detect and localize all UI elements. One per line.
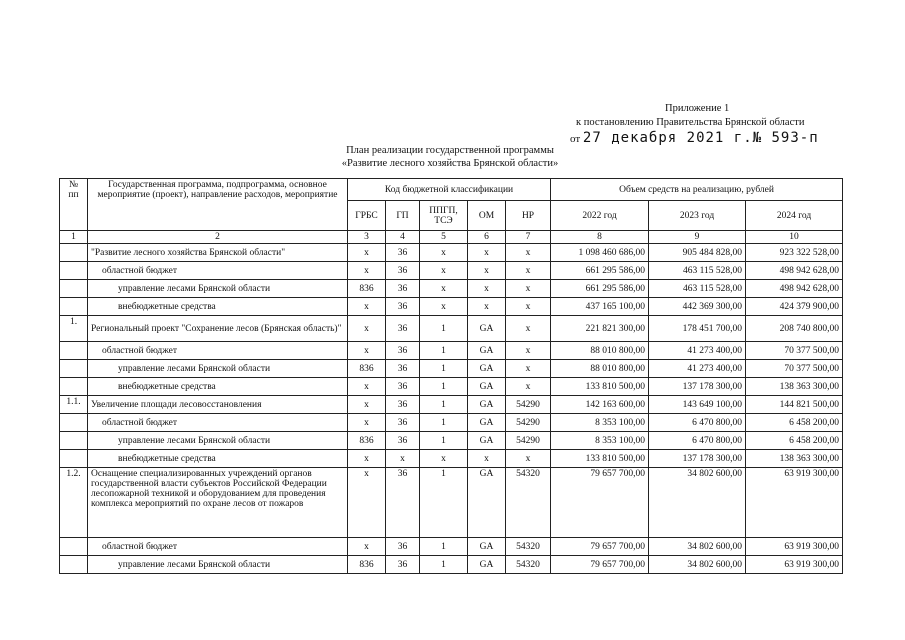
cell-2024: 63 919 300,00 xyxy=(746,468,843,538)
decree-date xyxy=(570,132,819,146)
cell-2024: 138 363 300,00 xyxy=(746,450,843,468)
cell-2022: 79 657 700,00 xyxy=(551,468,649,538)
header-nr: НР xyxy=(506,201,551,231)
cell-2022: 142 163 600,00 xyxy=(551,396,649,414)
cell-2024: 6 458 200,00 xyxy=(746,432,843,450)
row-name: областной бюджет xyxy=(88,262,348,280)
cell-2022: 1 098 460 686,00 xyxy=(551,244,649,262)
cell-2023: 463 115 528,00 xyxy=(649,262,746,280)
row-num xyxy=(60,342,88,360)
plan-title-line1: План реализации государственной программы xyxy=(346,145,554,156)
cell-2024: 144 821 500,00 xyxy=(746,396,843,414)
cell-nr: х xyxy=(506,244,551,262)
cell-gp: 36 xyxy=(386,360,420,378)
row-num: 1.2. xyxy=(60,468,88,538)
table-row xyxy=(60,244,843,262)
cell-ppgp: 1 xyxy=(420,468,468,538)
cell-2024: 70 377 500,00 xyxy=(746,342,843,360)
colnum: 7 xyxy=(506,231,551,244)
cell-gp: 36 xyxy=(386,244,420,262)
table-row xyxy=(60,432,843,450)
header-2022: 2022 год xyxy=(551,201,649,231)
cell-grbs: х xyxy=(348,244,386,262)
cell-2024: 138 363 300,00 xyxy=(746,378,843,396)
cell-2023: 178 451 700,00 xyxy=(649,316,746,342)
cell-ppgp: 1 xyxy=(420,556,468,574)
row-name: Оснащение специализированных учреждений органов государственной власти субъектов Российской Федерации лесопожарной техникой и оборудованием для проведения комплекса мероприятий по охране лесов от пожаров xyxy=(88,468,348,538)
cell-grbs: х xyxy=(348,414,386,432)
colnum: 9 xyxy=(649,231,746,244)
colnum: 1 xyxy=(60,231,88,244)
cell-om: GA xyxy=(468,396,506,414)
plan-table-body xyxy=(60,244,843,574)
cell-ppgp: х xyxy=(420,298,468,316)
header-2024: 2024 год xyxy=(746,201,843,231)
table-row xyxy=(60,280,843,298)
cell-2023: 6 470 800,00 xyxy=(649,432,746,450)
cell-om: х xyxy=(468,450,506,468)
cell-nr: х xyxy=(506,280,551,298)
cell-grbs: х xyxy=(348,342,386,360)
cell-grbs: х xyxy=(348,538,386,556)
row-name: Региональный проект "Сохранение лесов (Брянская область)" xyxy=(88,316,348,342)
cell-om: GA xyxy=(468,538,506,556)
cell-gp: 36 xyxy=(386,316,420,342)
cell-grbs: х xyxy=(348,316,386,342)
row-name: управление лесами Брянской области xyxy=(88,556,348,574)
date-handwritten: 27 декабря 2021 г.№ 593-п xyxy=(582,130,819,146)
cell-2023: 34 802 600,00 xyxy=(649,468,746,538)
row-name: управление лесами Брянской области xyxy=(88,360,348,378)
cell-om: GA xyxy=(468,360,506,378)
header-2023: 2023 год xyxy=(649,201,746,231)
cell-nr: 54320 xyxy=(506,538,551,556)
header-num: № пп xyxy=(60,179,88,231)
cell-2024: 923 322 528,00 xyxy=(746,244,843,262)
table-row xyxy=(60,316,843,342)
appendix-label: Приложение 1 xyxy=(665,103,730,114)
cell-nr: 54320 xyxy=(506,468,551,538)
table-row xyxy=(60,538,843,556)
cell-2023: 41 273 400,00 xyxy=(649,360,746,378)
cell-gp: 36 xyxy=(386,538,420,556)
cell-nr: х xyxy=(506,262,551,280)
plan-table xyxy=(59,178,843,574)
cell-2024: 63 919 300,00 xyxy=(746,556,843,574)
cell-grbs: х xyxy=(348,468,386,538)
column-numbers-row xyxy=(60,231,843,244)
cell-2023: 463 115 528,00 xyxy=(649,280,746,298)
cell-2024: 208 740 800,00 xyxy=(746,316,843,342)
cell-2023: 34 802 600,00 xyxy=(649,538,746,556)
colnum: 3 xyxy=(348,231,386,244)
cell-2022: 8 353 100,00 xyxy=(551,432,649,450)
cell-gp: 36 xyxy=(386,262,420,280)
cell-2022: 88 010 800,00 xyxy=(551,342,649,360)
cell-2024: 63 919 300,00 xyxy=(746,538,843,556)
cell-2022: 79 657 700,00 xyxy=(551,538,649,556)
colnum: 8 xyxy=(551,231,649,244)
cell-2024: 498 942 628,00 xyxy=(746,280,843,298)
cell-om: GA xyxy=(468,378,506,396)
header-bk: Код бюджетной классификации xyxy=(348,179,551,201)
cell-om: GA xyxy=(468,432,506,450)
cell-2024: 6 458 200,00 xyxy=(746,414,843,432)
cell-ppgp: 1 xyxy=(420,432,468,450)
cell-gp: 36 xyxy=(386,298,420,316)
row-name: внебюджетные средства xyxy=(88,378,348,396)
cell-nr: х xyxy=(506,298,551,316)
cell-ppgp: х xyxy=(420,450,468,468)
table-row xyxy=(60,360,843,378)
table-row xyxy=(60,468,843,538)
cell-gp: 36 xyxy=(386,396,420,414)
cell-ppgp: 1 xyxy=(420,316,468,342)
row-num xyxy=(60,262,88,280)
cell-om: х xyxy=(468,244,506,262)
row-num xyxy=(60,432,88,450)
cell-2023: 41 273 400,00 xyxy=(649,342,746,360)
header-gp: ГП xyxy=(386,201,420,231)
colnum: 5 xyxy=(420,231,468,244)
header-name: Государственная программа, подпрограмма, основное мероприятие (проект), направление расходов, мероприятие xyxy=(88,179,348,231)
row-name: областной бюджет xyxy=(88,538,348,556)
cell-2023: 442 369 300,00 xyxy=(649,298,746,316)
header-ppgp: ППГП, ТСЭ xyxy=(420,201,468,231)
cell-gp: 36 xyxy=(386,280,420,298)
row-num xyxy=(60,538,88,556)
cell-2022: 133 810 500,00 xyxy=(551,450,649,468)
row-name: управление лесами Брянской области xyxy=(88,432,348,450)
cell-2023: 137 178 300,00 xyxy=(649,450,746,468)
row-num xyxy=(60,280,88,298)
cell-ppgp: 1 xyxy=(420,360,468,378)
cell-2022: 8 353 100,00 xyxy=(551,414,649,432)
cell-nr: х xyxy=(506,378,551,396)
header-grbs: ГРБС xyxy=(348,201,386,231)
cell-grbs: х xyxy=(348,262,386,280)
cell-ppgp: 1 xyxy=(420,378,468,396)
colnum: 4 xyxy=(386,231,420,244)
table-row xyxy=(60,342,843,360)
cell-2024: 424 379 900,00 xyxy=(746,298,843,316)
cell-2023: 143 649 100,00 xyxy=(649,396,746,414)
cell-grbs: х xyxy=(348,396,386,414)
table-row xyxy=(60,414,843,432)
cell-gp: 36 xyxy=(386,378,420,396)
decree-label: к постановлению Правительства Брянской области xyxy=(576,117,805,128)
cell-nr: 54320 xyxy=(506,556,551,574)
cell-2023: 905 484 828,00 xyxy=(649,244,746,262)
cell-2022: 661 295 586,00 xyxy=(551,262,649,280)
cell-2022: 661 295 586,00 xyxy=(551,280,649,298)
cell-grbs: х xyxy=(348,298,386,316)
header-om: ОМ xyxy=(468,201,506,231)
row-name: "Развитие лесного хозяйства Брянской области" xyxy=(88,244,348,262)
cell-2023: 137 178 300,00 xyxy=(649,378,746,396)
row-name: областной бюджет xyxy=(88,414,348,432)
cell-gp: 36 xyxy=(386,342,420,360)
cell-2024: 498 942 628,00 xyxy=(746,262,843,280)
cell-grbs: х xyxy=(348,450,386,468)
cell-nr: 54290 xyxy=(506,396,551,414)
cell-ppgp: 1 xyxy=(420,342,468,360)
cell-gp: 36 xyxy=(386,432,420,450)
cell-om: х xyxy=(468,262,506,280)
cell-nr: 54290 xyxy=(506,414,551,432)
row-num xyxy=(60,556,88,574)
cell-om: GA xyxy=(468,468,506,538)
cell-ppgp: х xyxy=(420,280,468,298)
cell-gp: 36 xyxy=(386,556,420,574)
cell-gp: х xyxy=(386,450,420,468)
row-name: Увеличение площади лесовосстановления xyxy=(88,396,348,414)
row-num xyxy=(60,244,88,262)
cell-nr: х xyxy=(506,450,551,468)
cell-grbs: 836 xyxy=(348,432,386,450)
header-funds: Объем средств на реализацию, рублей xyxy=(551,179,843,201)
row-num xyxy=(60,414,88,432)
plan-title-line2: «Развитие лесного хозяйства Брянской области» xyxy=(341,158,559,169)
colnum: 10 xyxy=(746,231,843,244)
table-row xyxy=(60,378,843,396)
date-prefix: от xyxy=(570,133,581,145)
cell-om: GA xyxy=(468,342,506,360)
row-num: 1. xyxy=(60,316,88,342)
table-row xyxy=(60,556,843,574)
cell-2022: 133 810 500,00 xyxy=(551,378,649,396)
cell-om: GA xyxy=(468,556,506,574)
cell-om: GA xyxy=(468,414,506,432)
cell-gp: 36 xyxy=(386,414,420,432)
row-name: внебюджетные средства xyxy=(88,298,348,316)
row-num xyxy=(60,378,88,396)
cell-grbs: 836 xyxy=(348,360,386,378)
cell-gp: 36 xyxy=(386,468,420,538)
table-row xyxy=(60,396,843,414)
cell-grbs: 836 xyxy=(348,280,386,298)
table-row xyxy=(60,450,843,468)
row-num xyxy=(60,298,88,316)
cell-2022: 88 010 800,00 xyxy=(551,360,649,378)
cell-2022: 79 657 700,00 xyxy=(551,556,649,574)
row-name: областной бюджет xyxy=(88,342,348,360)
cell-2023: 6 470 800,00 xyxy=(649,414,746,432)
cell-grbs: 836 xyxy=(348,556,386,574)
cell-om: х xyxy=(468,280,506,298)
colnum: 2 xyxy=(88,231,348,244)
row-num xyxy=(60,450,88,468)
cell-om: GA xyxy=(468,316,506,342)
table-row xyxy=(60,298,843,316)
cell-nr: 54290 xyxy=(506,432,551,450)
cell-ppgp: х xyxy=(420,244,468,262)
cell-2022: 437 165 100,00 xyxy=(551,298,649,316)
cell-2022: 221 821 300,00 xyxy=(551,316,649,342)
cell-nr: х xyxy=(506,360,551,378)
cell-nr: х xyxy=(506,342,551,360)
row-num xyxy=(60,360,88,378)
cell-2023: 34 802 600,00 xyxy=(649,556,746,574)
cell-ppgp: 1 xyxy=(420,396,468,414)
cell-nr: х xyxy=(506,316,551,342)
cell-ppgp: 1 xyxy=(420,414,468,432)
cell-om: х xyxy=(468,298,506,316)
row-name: управление лесами Брянской области xyxy=(88,280,348,298)
row-name: внебюджетные средства xyxy=(88,450,348,468)
table-row xyxy=(60,262,843,280)
cell-2024: 70 377 500,00 xyxy=(746,360,843,378)
row-num: 1.1. xyxy=(60,396,88,414)
cell-ppgp: 1 xyxy=(420,538,468,556)
cell-ppgp: х xyxy=(420,262,468,280)
colnum: 6 xyxy=(468,231,506,244)
cell-grbs: х xyxy=(348,378,386,396)
